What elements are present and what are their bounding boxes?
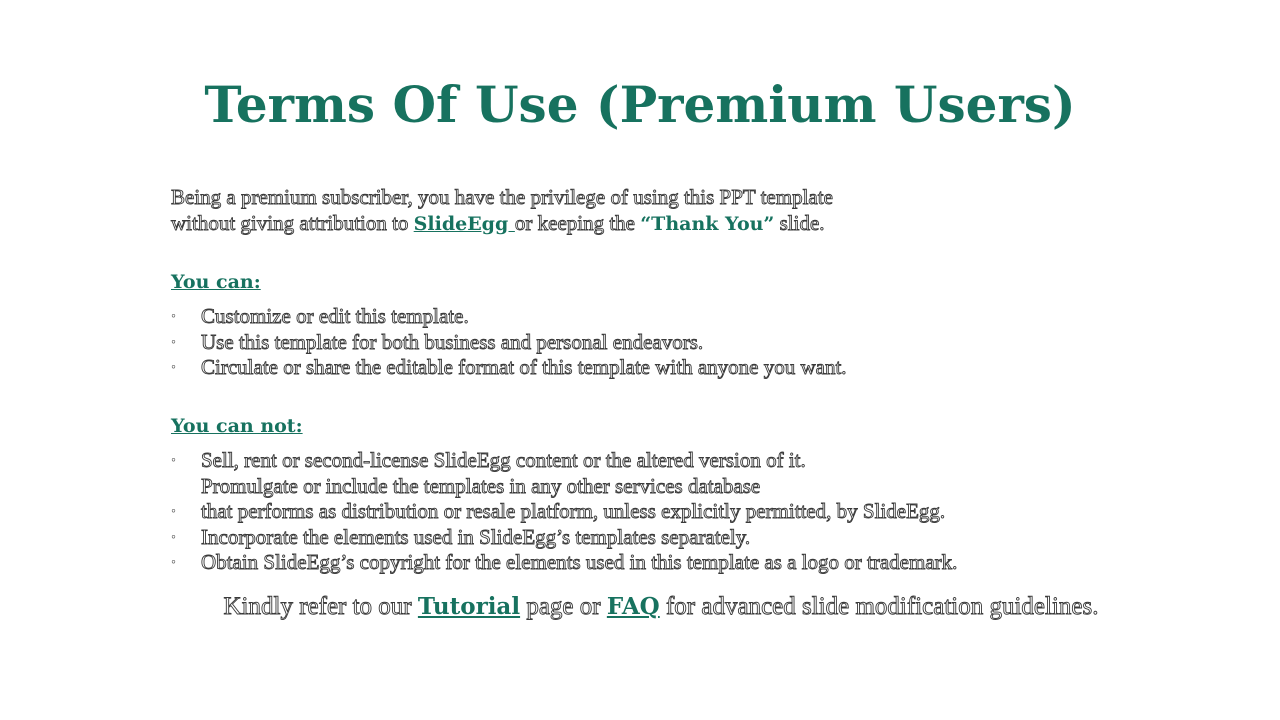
bullet-icon: ◦ (171, 360, 176, 375)
page-title: Terms Of Use (Premium Users) (204, 75, 1076, 134)
footer-note (0, 591, 1280, 623)
list-item (171, 330, 1171, 356)
you-can-list (171, 304, 1171, 381)
list-item-text: Customize or edit this template. (201, 304, 469, 328)
bullet-icon: ◦ (171, 309, 176, 324)
bullet-icon: ◦ (171, 555, 176, 570)
footer-text-after: for advanced slide modification guidelines. (659, 593, 1099, 620)
intro-line-2 (171, 210, 1071, 237)
list-item (171, 550, 1171, 576)
list-item (171, 355, 1171, 381)
list-item-text: Circulate or share the editable format of this template with anyone you want. (201, 355, 847, 379)
intro-text-middle: or keeping the (514, 211, 641, 235)
intro-line-1: Being a premium subscriber, you have the privilege of using this PPT template (171, 185, 833, 209)
footer-text-before: Kindly refer to our (223, 593, 418, 620)
list-item (171, 448, 1171, 474)
slideegg-link[interactable]: SlideEgg (413, 213, 515, 235)
bullet-icon: ◦ (171, 529, 176, 545)
list-item-text: Sell, rent or second-license SlideEgg content or the altered version of it. (201, 448, 806, 472)
intro-text-after: slide. (774, 211, 825, 235)
list-item-text: Obtain SlideEgg’s copyright for the elements used in this template as a logo or trademark. (201, 550, 958, 574)
list-item (171, 525, 1171, 551)
list-item-text: Use this template for both business and personal endeavors. (201, 329, 704, 354)
list-item (171, 474, 1171, 500)
you-can-heading: You can: (171, 271, 261, 293)
you-can-not-list (171, 448, 1171, 576)
list-item (171, 304, 1171, 330)
tutorial-link[interactable]: Tutorial (417, 593, 521, 620)
list-item-text: Promulgate or include the templates in any other services database (201, 473, 761, 498)
list-item-text: Incorporate the elements used in SlideEgg’s templates separately. (201, 524, 751, 549)
you-can-not-heading: You can not: (171, 415, 303, 437)
faq-link[interactable]: FAQ (606, 593, 660, 620)
bullet-icon: ◦ (171, 334, 176, 350)
footer-text-middle: page or (520, 593, 607, 620)
intro-paragraph (171, 184, 1071, 237)
list-item-text: that performs as distribution or resale platform, unless explicitly permitted, by SlideEgg. (201, 499, 946, 523)
bullet-icon: ◦ (171, 453, 176, 468)
list-item (171, 499, 1171, 525)
bullet-icon: ◦ (171, 504, 176, 519)
intro-text-before: without giving attribution to (171, 211, 414, 235)
thank-you-highlight: “Thank You” (640, 213, 775, 235)
